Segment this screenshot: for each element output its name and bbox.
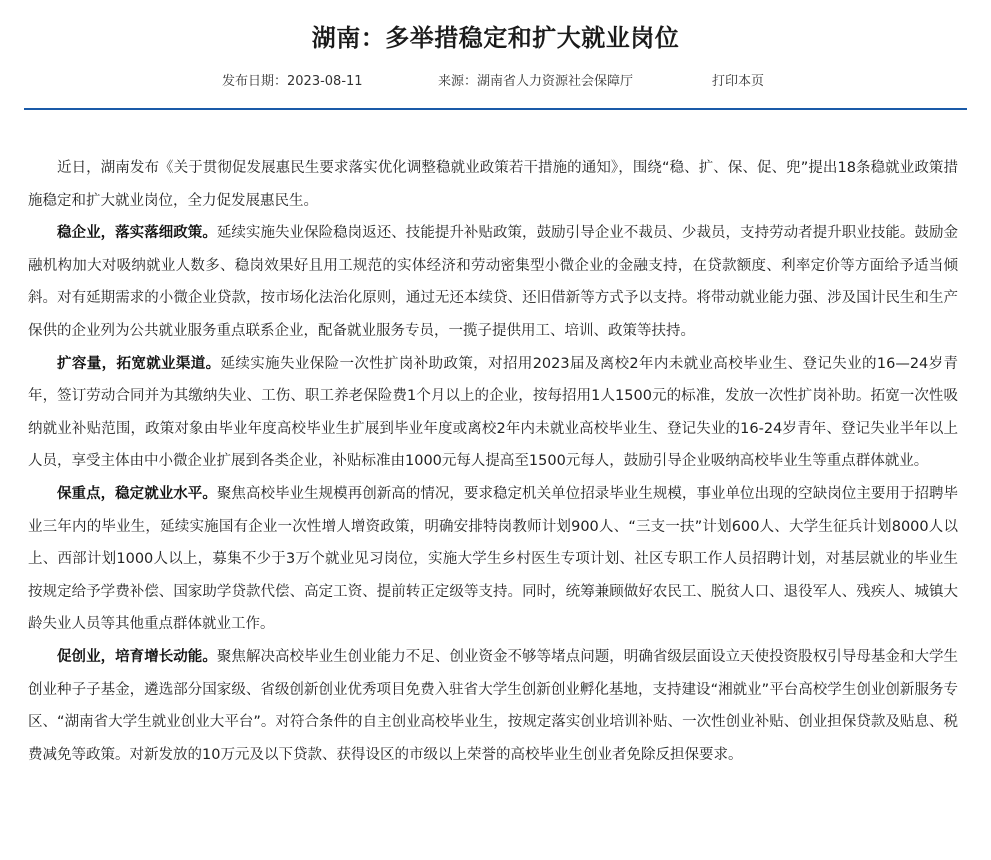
paragraph-text: 近日，湖南发布《关于贯彻促发展惠民生要求落实优化调整稳就业政策若干措施的通知》，围绕“稳、扩、保、促、兜”提出18条稳就业政策措施稳定和扩大就业岗位，全力促发展惠民生。 <box>28 160 958 209</box>
paragraph-lead: 保重点，稳定就业水平。 <box>57 485 217 502</box>
paragraph-promote-entrepreneurship <box>28 641 958 771</box>
paragraph-text: 聚焦解决高校毕业生创业能力不足、创业资金不够等堵点问题，明确省级层面设立天使投资股权引导母基金和大学生创业种子子基金，遴选部分国家级、省级创新创业优秀项目免费入驻省大学生创新创业孵化基地，支持建设“湘就业”平台高校学生创业创新服务专区、“湖南省大学生就业创业大平台”。对符合条件的自主创业高校毕业生，按规定落实创业培训补贴、一次性创业补贴、创业担保贷款及贴息、税费减免等政策。对新发放的10万元及以下贷款、获得设区的市级以上荣誉的高校毕业生创业者免除反担保要求。 <box>28 648 959 763</box>
article-meta <box>24 70 967 90</box>
paragraph-text: 聚焦高校毕业生规模再创新高的情况，要求稳定机关单位招录毕业生规模，事业单位出现的空缺岗位主要用于招聘毕业三年内的毕业生，延续实施国有企业一次性增人增资政策，明确安排特岗教师计划900人、“三支一扶”计划600人、大学生征兵计划8000人以上、西部计划1000人以上，募集不少于3万个就业见习岗位，实施大学生乡村医生专项计划、社区专职工作人员招聘计划，对基层就业的毕业生按规定给予学费补偿、国家助学贷款代偿、高定工资、提前转正定级等支持。同时，统筹兼顾做好农民工、脱贫人口、退役军人、残疾人、城镇大龄失业人员等其他重点群体就业工作。 <box>28 485 959 633</box>
paragraph-stabilize-enterprises <box>28 217 958 347</box>
paragraph-lead: 促创业，培育增长动能。 <box>57 648 217 665</box>
article-source: 来源：湖南省人力资源社会保障厅 <box>438 74 634 89</box>
paragraph-text: 延续实施失业保险稳岗返还、技能提升补贴政策，鼓励引导企业不裁员、少裁员，支持劳动者提升职业技能。鼓励金融机构加大对吸纳就业人数多、稳岗效果好且用工规范的实体经济和劳动密集型小微企业的金融支持，在贷款额度、利率定价等方面给予适当倾斜。对有延期需求的小微企业贷款，按市场化法治化原则，通过无还本续贷、还旧借新等方式予以支持。将带动就业能力强、涉及国计民生和生产保供的企业列为公共就业服务重点联系企业，配备就业服务专员，一揽子提供用工、培训、政策等扶持。 <box>28 225 959 339</box>
paragraph-expand-capacity <box>28 348 958 478</box>
paragraph-text: 延续实施失业保险一次性扩岗补助政策，对招用2023届及离校2年内未就业高校毕业生、登记失业的16—24岁青年，签订劳动合同并为其缴纳失业、工伤、职工养老保险费1个月以上的企业，按每招用1人1500元的标准，发放一次性扩岗补助。拓宽一次性吸纳就业补贴范围，政策对象由毕业年度高校毕业生扩展到毕业年度或离校2年内未就业高校毕业生、登记失业的16-24岁青年、登记失业半年以上人员，享受主体由中小微企业扩展到各类企业，补贴标准由1000元每人提高至1500元每人，鼓励引导企业吸纳高校毕业生等重点群体就业。 <box>28 355 959 470</box>
paragraph-protect-key-groups <box>28 478 958 641</box>
article-body <box>28 152 958 771</box>
page-title: 湖南：多举措稳定和扩大就业岗位 <box>311 24 680 52</box>
article-header <box>24 0 967 112</box>
print-page-link[interactable]: 打印本页 <box>712 74 765 89</box>
paragraph-lead: 稳企业，落实落细政策。 <box>57 225 217 242</box>
paragraph-intro <box>28 152 958 217</box>
header-divider <box>24 108 967 110</box>
publish-date: 发布日期：2023-08-11 <box>222 74 363 89</box>
paragraph-lead: 扩容量，拓宽就业渠道。 <box>57 355 221 372</box>
